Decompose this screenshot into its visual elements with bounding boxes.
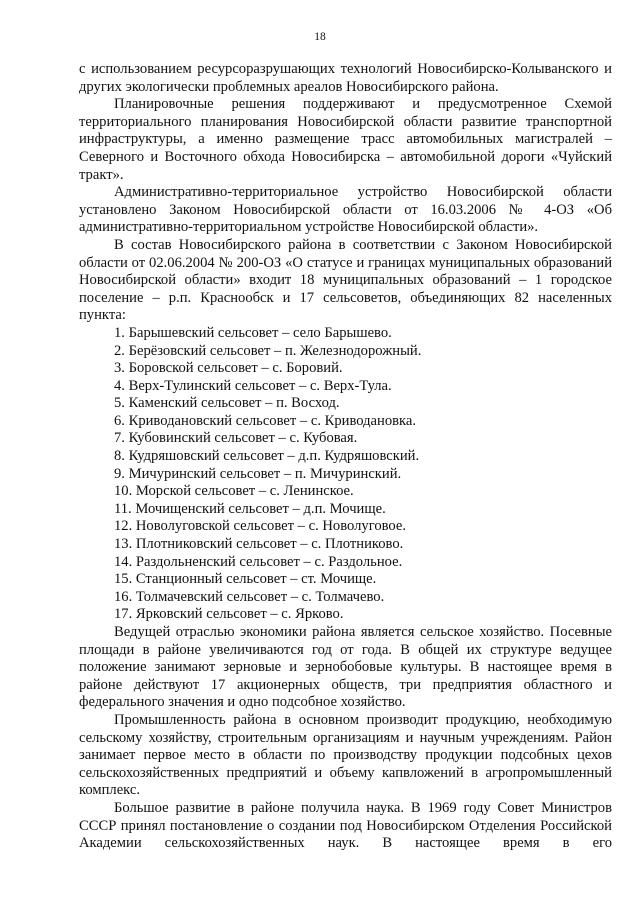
paragraphs-after-list: [79, 624, 612, 853]
settlement-list-item: 4. Верх-Тулинский сельсовет – с. Верх-Тула.: [114, 377, 392, 394]
settlement-list-item: 16. Толмачевский сельсовет – с. Толмачево.: [114, 588, 385, 605]
paragraph: Административно-территориальное устройство Новосибирской области установлено Законом Новосибирской области от 16.03.2006 № 4-ОЗ «Об административно-территориальном устройстве Новосибирской области».: [79, 184, 612, 236]
settlement-list: [79, 325, 612, 624]
settlement-list-item: 5. Каменский сельсовет – п. Восход.: [114, 395, 340, 412]
settlement-list-item: 14. Раздольненский сельсовет – с. Раздольное.: [114, 553, 403, 570]
settlement-list-item: 8. Кудряшовский сельсовет – д.п. Кудряшовский.: [114, 448, 420, 465]
document-body: [79, 61, 612, 853]
paragraph: Ведущей отраслью экономики района является сельское хозяйство. Посевные площади в районе увеличиваются год от года. В общей их структуре ведущее положение занимают зерновые и зернобобовые культуры. В настоящее время в районе действуют 17 акционерных обществ, три предприятия областного и федерального значения и одно подсобное хозяйство.: [79, 624, 612, 711]
settlement-list-item: 6. Криводановский сельсовет – с. Криводановка.: [114, 412, 417, 429]
paragraph: Промышленность района в основном производит продукцию, необходимую сельскому хозяйству, строительным организациям и научным учреждениям. Район занимает первое место в области по производству продукции подсобных цехов сельскохозяйственных предприятий и объему капвложений в агропромышленный комплекс.: [79, 711, 612, 799]
settlement-list-item: 1. Барышевский сельсовет – село Барышево.: [114, 324, 392, 341]
page-number: 18: [314, 31, 326, 43]
settlement-list-item: 10. Морской сельсовет – с. Ленинское.: [114, 483, 354, 500]
paragraphs-before-list: [79, 61, 612, 325]
settlement-list-item: 13. Плотниковский сельсовет – с. Плотниково.: [114, 536, 404, 553]
paragraph: В состав Новосибирского района в соответствии с Законом Новосибирской области от 02.06.2004 № 200-ОЗ «О статусе и границах муниципальных образований Новосибирской области» входит 18 муниципальных образований – 1 городское поселение – р.п. Краснообск и 17 сельсоветов, объединяющих 82 населенных пункта:: [79, 236, 612, 324]
settlement-list-item: 2. Берёзовский сельсовет – п. Железнодорожный.: [114, 342, 422, 359]
paragraph: с использованием ресурсоразрушающих технологий Новосибирско-Колыванского и других экологически проблемных ареалов Новосибирского района.: [79, 61, 612, 95]
paragraph: Большое развитие в районе получила наука. В 1969 году Совет Министров СССР принял постановление о создании под Новосибирском Отделения Российской Академии сельскохозяйственных наук. В настоящее время в его: [79, 799, 612, 852]
settlement-list-item: 7. Кубовинский сельсовет – с. Кубовая.: [114, 430, 358, 447]
settlement-list-item: 11. Мочищенский сельсовет – д.п. Мочище.: [114, 500, 386, 517]
settlement-list-item: 12. Новолуговской сельсовет – с. Новолуговое.: [114, 518, 407, 535]
settlement-list-item: 9. Мичуринский сельсовет – п. Мичуринский.: [114, 465, 402, 482]
settlement-list-item: 15. Станционный сельсовет – ст. Мочище.: [114, 571, 377, 588]
paragraph: Планировочные решения поддерживают и предусмотренное Схемой территориального планирования Новосибирской области развитие транспортной инфраструктуры, а именно размещение трасс автомобильных магистралей – Северного и Восточного обхода Новосибирска – автомобильной дороги «Чуйский тракт».: [79, 96, 612, 183]
settlement-list-item: 3. Боровской сельсовет – с. Боровий.: [114, 360, 343, 377]
settlement-list-item: 17. Ярковский сельсовет – с. Ярково.: [114, 606, 344, 623]
